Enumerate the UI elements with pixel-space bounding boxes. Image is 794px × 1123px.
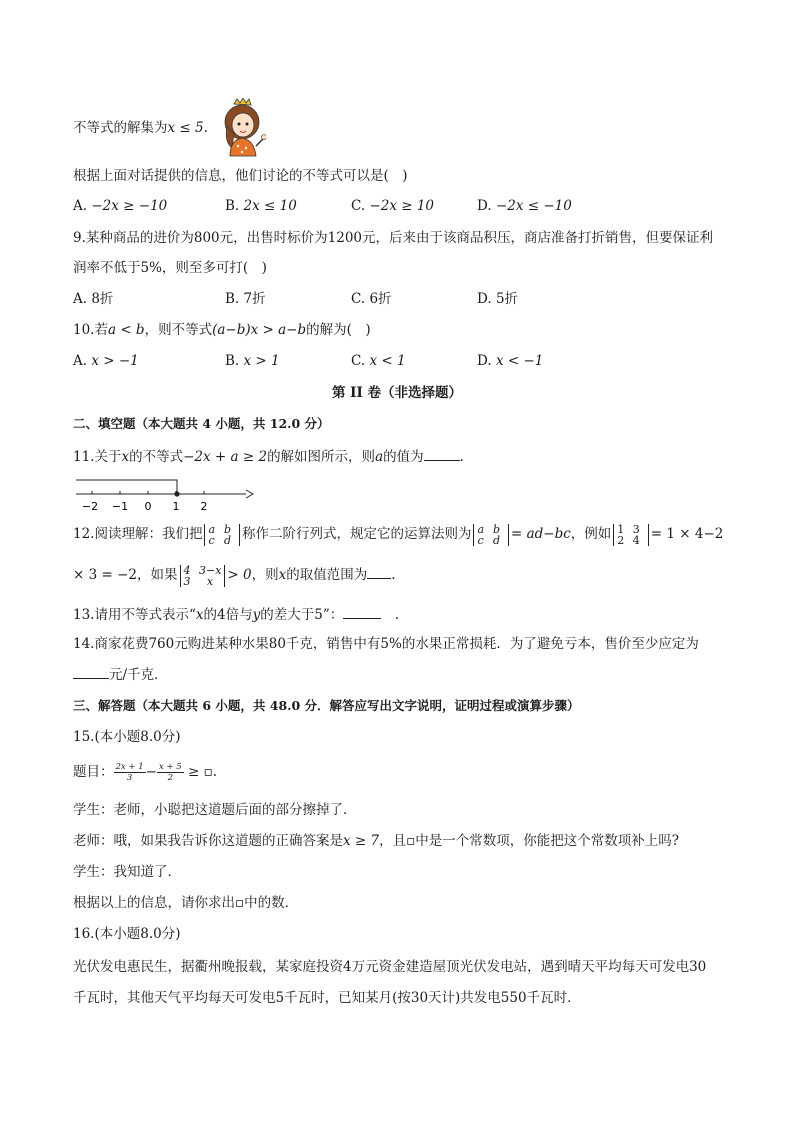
q15-frac1-numerator: 2x + 1 [115, 762, 144, 772]
q11-a: 11.关于 [73, 449, 122, 465]
q13-d: y [252, 607, 261, 623]
tick-label: 0 [144, 500, 152, 513]
q11-stem [73, 446, 464, 467]
q10-option-c-label[interactable]: C. [351, 353, 366, 369]
q9-line2: 润率不低于5%，则至多可打( ) [73, 260, 267, 276]
q10-option-b[interactable]: x > 1 [243, 353, 280, 369]
det-cell: x [206, 574, 214, 588]
q12-e: = 1 × 4−2 [650, 526, 724, 542]
det-cell: b [492, 522, 501, 536]
q8-dialog-math: x ≤ 5 [167, 120, 204, 136]
det-cell: d [223, 533, 232, 547]
q10-stem-d: (a−b)x > a−b [212, 322, 307, 338]
q12-h: > 0 [227, 567, 252, 583]
q12-b: 称作二阶行列式，规定它的运算法则为 [241, 526, 472, 542]
q14-answer-blank[interactable] [73, 664, 109, 679]
q10-option-a-label[interactable]: A. [73, 353, 88, 369]
q15-ask: 根据以上的信息，请你求出▫中的数． [73, 895, 299, 911]
q8-option-d[interactable]: −2x ≤ −10 [495, 198, 572, 214]
q11-d: −2x + a ≥ 2 [183, 449, 268, 465]
q8-option-a-label[interactable]: A. [73, 198, 88, 214]
det-rule [473, 524, 509, 546]
q9-line1: 9.某种商品的进价为800元，出售时标价为1200元，后来由于该商品积压，商店准备打折销售，但要保证利 [73, 230, 714, 246]
q12-a: 12.阅读理解：我们把 [73, 526, 203, 542]
q15-ge: ≥ ▫. [187, 764, 218, 780]
q13-stem [73, 604, 399, 625]
part2-title: 第 II 卷（非选择题） [331, 385, 463, 401]
q14-line2 [73, 664, 168, 685]
section3-heading: 三、解答题（本大题共 6 小题，共 48.0 分．解答应写出文字说明，证明过程或演算步骤） [73, 698, 580, 713]
q9-option-d[interactable]: 5折 [495, 291, 519, 307]
det-cell: 3 [632, 522, 640, 536]
q8-option-d-label[interactable]: D. [477, 198, 492, 214]
q12-l: . [391, 567, 396, 583]
q12-line2 [73, 562, 396, 588]
numberline-solid-point [174, 491, 179, 496]
q14-line2-text: 元/千克． [109, 667, 168, 683]
q15-fraction-2 [157, 762, 184, 783]
q13-answer-blank[interactable] [343, 604, 381, 619]
det-cell: a [477, 522, 485, 536]
q8-option-b[interactable]: 2x ≤ 10 [243, 198, 297, 214]
det-cell: 2 [617, 533, 625, 547]
q8-option-b-label[interactable]: B. [225, 198, 240, 214]
tick-label: 2 [200, 500, 208, 513]
tick-label: −2 [81, 500, 99, 513]
q15-frac2-numerator: x + 5 [158, 762, 182, 772]
q13-f: . [394, 607, 400, 623]
q12-i: ，则 [251, 567, 279, 583]
q10-option-a[interactable]: x > −1 [91, 353, 139, 369]
q10-stem-c: ，则不等式 [144, 322, 213, 338]
q8-dialog-end: . [203, 120, 208, 136]
tick-label: 1 [172, 500, 180, 513]
q12-d: ，例如 [570, 526, 612, 542]
q15-header: 15.(本小题8.0分) [73, 729, 181, 745]
det-cell: c [208, 533, 215, 547]
q11-answer-blank[interactable] [424, 446, 460, 461]
girl-cartoon-image [218, 98, 266, 158]
q10-option-c[interactable]: x < 1 [369, 353, 406, 369]
q15-student2: 学生：我知道了． [73, 864, 181, 880]
number-line [74, 474, 254, 514]
q9-option-a[interactable]: 8折 [91, 291, 114, 307]
det-condition [180, 565, 226, 587]
det-cell: 3−x [199, 563, 222, 577]
det-cell: d [492, 533, 501, 547]
q12-line1 [73, 521, 723, 547]
q15-frac2-denominator: 2 [167, 773, 174, 783]
q9-option-c[interactable]: 6折 [369, 291, 392, 307]
q12-g: ，如果 [137, 567, 178, 583]
q8-stem: 根据上面对话提供的信息，他们讨论的不等式可以是( ) [73, 168, 408, 184]
q10-option-d[interactable]: x < −1 [495, 353, 544, 369]
det-cell: a [208, 522, 216, 536]
q15-topic [73, 760, 217, 784]
q10-stem-b: a < b [107, 322, 145, 338]
q8-dialog-text: 不等式的解集为 [73, 120, 168, 136]
q15-teacher-b: x ≥ 7 [343, 833, 380, 849]
q11-f: a [375, 449, 384, 465]
det-cell: 1 [617, 522, 625, 536]
q16-header: 16.(本小题8.0分) [73, 926, 181, 942]
q11-b: x [121, 449, 130, 465]
q14-line1: 14.商家花费760元购进某种水果80千克，销售中有5%的水果正常损耗．为了避免亏本，售价至少应定为 [73, 636, 699, 652]
det-cell: 3 [183, 574, 191, 588]
q11-g: 的值为 [383, 449, 424, 465]
q11-c: 的不等式 [129, 449, 184, 465]
det-generic [204, 524, 240, 546]
q12-j: x [278, 567, 287, 583]
q13-b: x [195, 607, 204, 623]
q12-k: 的取值范围为 [286, 567, 368, 583]
tick-label: −1 [111, 500, 129, 513]
q15-minus: − [145, 764, 157, 780]
q9-option-d-label[interactable]: D. [477, 291, 492, 307]
q9-option-c-label[interactable]: C. [351, 291, 366, 307]
q8-option-c-label[interactable]: C. [351, 198, 366, 214]
q8-dialog-line [73, 118, 208, 138]
q15-teacher-a: 老师：哦，如果我告诉你这道题的正确答案是 [73, 833, 343, 849]
section2-heading: 二、填空题（本大题共 4 小题，共 12.0 分） [73, 416, 330, 431]
q10-option-d-label[interactable]: D. [477, 353, 492, 369]
q12-f: × 3 = −2 [73, 567, 137, 583]
q13-c: 的4倍与 [203, 607, 253, 623]
q11-h: . [459, 449, 464, 465]
q15-fraction-1 [114, 762, 146, 783]
det-cell: 4 [183, 563, 191, 577]
q13-e: 的差大于5”： [260, 607, 344, 623]
q16-line1: 光伏发电惠民生，据衢州晚报载，某家庭投资4万元资金建造屋顶光伏发电站，遇到晴天平均每天可发电30 [73, 959, 707, 975]
q10-stem [73, 320, 371, 340]
det-cell: c [477, 533, 484, 547]
q15-teacher [73, 831, 679, 851]
det-cell: b [223, 522, 232, 536]
q12-answer-blank[interactable] [367, 564, 391, 579]
q13-a: 13.请用不等式表示“ [73, 607, 196, 623]
q15-frac1-denominator: 3 [126, 773, 133, 783]
q11-e: 的解如图所示，则 [267, 449, 376, 465]
q9-option-b-label[interactable]: B. [225, 291, 240, 307]
q8-option-a[interactable]: −2x ≥ −10 [91, 198, 168, 214]
q12-c: = ad−bc [510, 526, 571, 542]
q9-option-a-label[interactable]: A. [73, 291, 88, 307]
det-cell: 4 [632, 533, 640, 547]
q15-student1: 学生：老师，小聪把这道题后面的部分擦掉了． [73, 802, 357, 818]
q15-teacher-c: ，且▫中是一个常数项，你能把这个常数项补上吗? [379, 833, 679, 849]
q9-option-b[interactable]: 7折 [243, 291, 266, 307]
q10-option-b-label[interactable]: B. [225, 353, 240, 369]
q10-stem-a: 10.若 [73, 322, 108, 338]
q10-stem-e: 的解为( ) [306, 322, 371, 338]
det-example [613, 524, 649, 546]
q8-option-c[interactable]: −2x ≥ 10 [369, 198, 435, 214]
q16-line2: 千瓦时，其他天气平均每天可发电5千瓦时，已知某月(按30天计)共发电550千瓦时． [73, 990, 581, 1006]
q15-topic-label: 题目： [73, 764, 114, 780]
